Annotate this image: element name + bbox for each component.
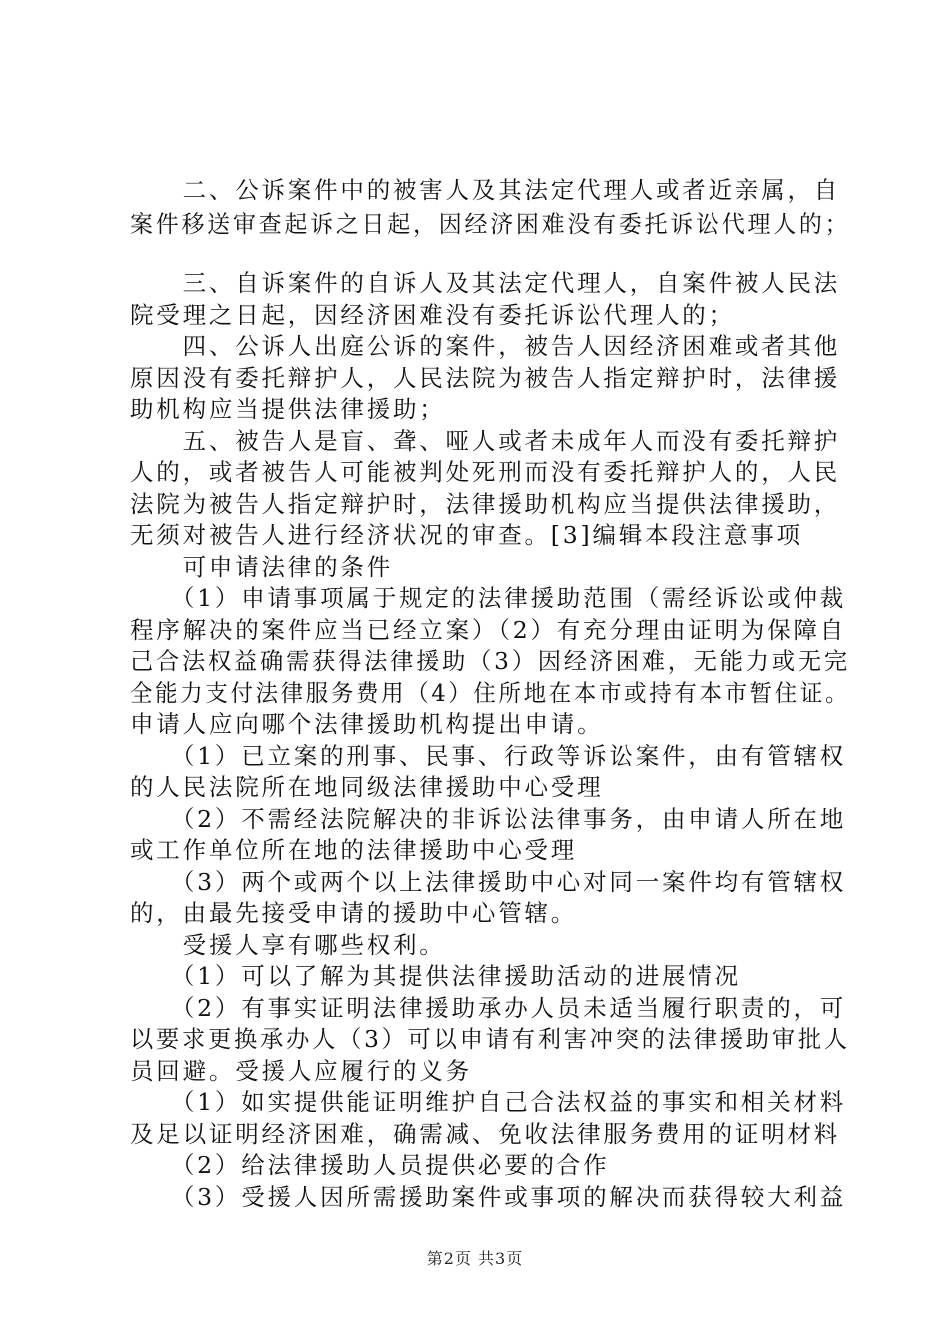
text-line: 二、公诉案件中的被害人及其法定代理人或者近亲属，自: [130, 176, 841, 204]
text-line: 及足以证明经济困难，确需减、免收法律服务费用的证明材料: [130, 1120, 841, 1148]
text-line: 四、公诉人出庭公诉的案件，被告人因经济困难或者其他: [130, 332, 841, 360]
text-line: 案件移送审查起诉之日起，因经济困难没有委托诉讼代理人的；: [130, 210, 851, 238]
text-line: 以要求更换承办人（3）可以申请有利害冲突的法律援助审批人: [130, 1025, 850, 1053]
text-line: 的人民法院所在地同级法律援助中心受理: [130, 773, 604, 801]
text-line: 院受理之日起，因经济困难没有委托诉讼代理人的；: [130, 301, 735, 329]
text-line: （2）不需经法院解决的非诉讼法律事务，由申请人所在地: [130, 805, 847, 833]
text-line: 三、自诉案件的自诉人及其法定代理人，自案件被人民法: [130, 269, 841, 297]
text-line: （1）如实提供能证明维护自己合法权益的事实和相关材料: [130, 1088, 847, 1116]
text-line: 全能力支付法律服务费用（4）住所地在本市或持有本市暂住证。: [130, 679, 851, 707]
text-line: （1）已立案的刑事、民事、行政等诉讼案件，由有管辖权: [130, 742, 847, 770]
text-line: （1）可以了解为其提供法律援助活动的进展情况: [130, 962, 741, 990]
text-line: 人的，或者被告人可能被判处死刑而没有委托辩护人的，人民: [130, 458, 841, 486]
text-line: 五、被告人是盲、聋、哑人或者未成年人而没有委托辩护: [130, 427, 841, 455]
text-line: 法院为被告人指定辩护时，法律援助机构应当提供法律援助，: [130, 490, 841, 518]
text-line: 己合法权益确需获得法律援助（3）因经济困难，无能力或无完: [130, 647, 850, 675]
text-line: 或工作单位所在地的法律援助中心受理: [130, 836, 578, 864]
text-line: （3）两个或两个以上法律援助中心对同一案件均有管辖权: [130, 868, 847, 896]
page-footer: 第2页 共3页: [426, 1249, 524, 1268]
text-line: 的，由最先接受申请的援助中心管辖。: [130, 899, 578, 927]
text-line: 原因没有委托辩护人，人民法院为被告人指定辩护时，法律援: [130, 364, 841, 392]
text-line: 可申请法律的条件: [130, 553, 393, 581]
text-line: （3）受援人因所需援助案件或事项的解决而获得较大利益: [130, 1183, 847, 1211]
text-line: （2）给法律援助人员提供必要的合作: [130, 1151, 610, 1179]
text-line: 程序解决的案件应当已经立案）（2）有充分理由证明为保障自: [130, 616, 847, 644]
text-line: 无须对被告人进行经济状况的审查。[3]编辑本段注意事项: [130, 521, 803, 549]
text-line: （2）有事实证明法律援助承办人员未适当履行职责的，可: [130, 994, 847, 1022]
text-line: 助机构应当提供法律援助；: [130, 395, 446, 423]
text-line: （1）申请事项属于规定的法律援助范围（需经诉讼或仲裁: [130, 584, 847, 612]
text-line: 申请人应向哪个法律援助机构提出申请。: [130, 710, 604, 738]
text-line: 员回避。受援人应履行的义务: [130, 1057, 472, 1085]
text-line: 受援人享有哪些权利。: [130, 931, 446, 959]
